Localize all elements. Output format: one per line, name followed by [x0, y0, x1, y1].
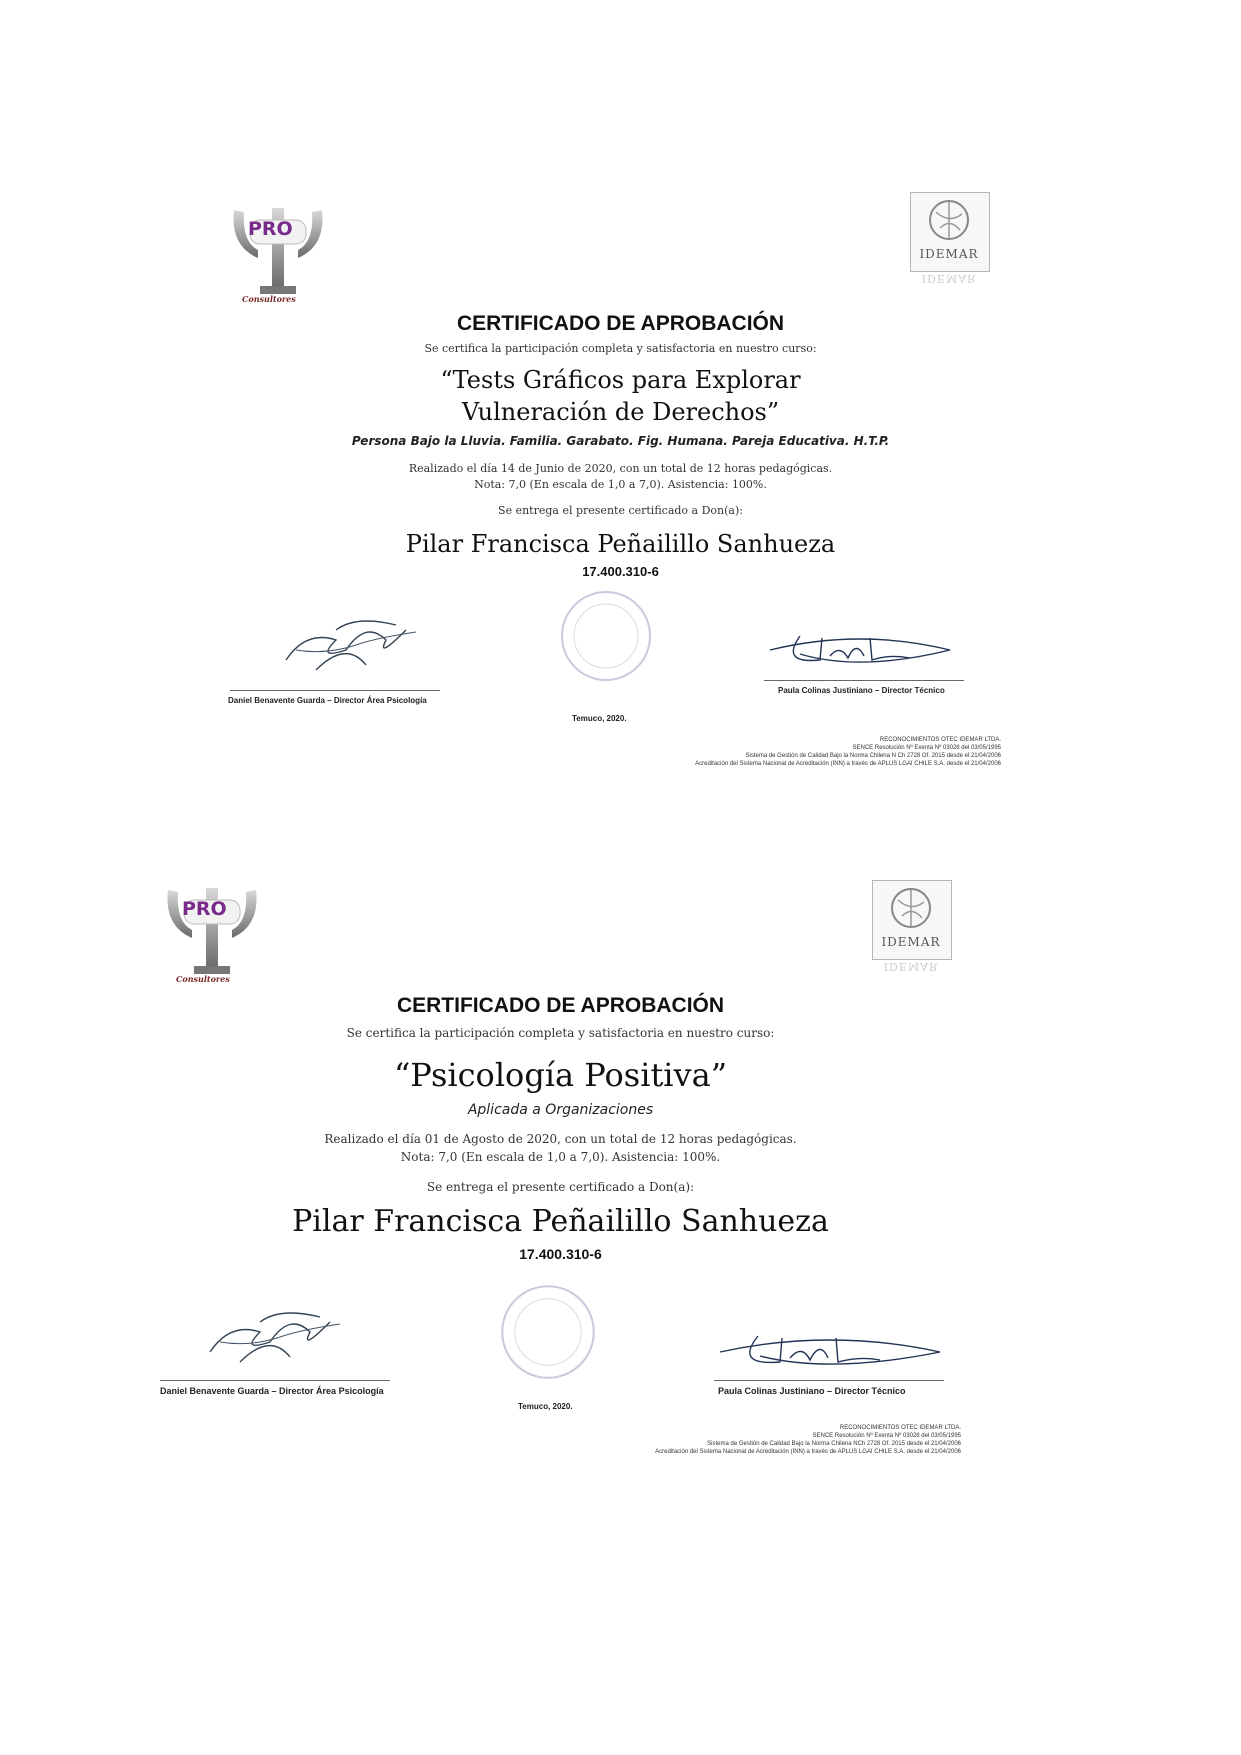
pro-logo-word: PRO: [182, 898, 227, 920]
idemar-logo: [910, 192, 988, 288]
stamp-seal: [556, 586, 656, 686]
accreditation-line: SENCE Resolución Nº Exenta Nº 03028 del 03/05/1995: [812, 1433, 961, 1439]
recipient-rut: 17.400.310-6: [519, 1246, 602, 1262]
pro-logo-word: PRO: [248, 218, 293, 240]
certificate-title: CERTIFICADO DE APROBACIÓN: [396, 994, 725, 1017]
recipient-rut: 17.400.310-6: [582, 564, 659, 579]
recipient-name: Pilar Francisca Peñailillo Sanhueza: [292, 1204, 829, 1239]
certificate-intro: Se certifica la participación completa y satisfactoria en nuestro curso:: [346, 1026, 775, 1040]
signer-left-label: Daniel Benavente Guarda – Director Área Psicología: [228, 696, 427, 705]
certificate-intro: Se certifica la participación completa y satisfactoria en nuestro curso:: [424, 342, 817, 355]
certificate-1: [0, 190, 1241, 810]
course-title-line1: “Tests Gráficos para Explorar: [440, 366, 801, 394]
place-date: Temuco, 2020.: [518, 1402, 573, 1411]
idemar-logo-reflection: IDEMAR: [921, 272, 977, 285]
certificate-title: CERTIFICADO DE APROBACIÓN: [456, 312, 785, 335]
accreditation-line: Sistema de Gestión de Calidad Bajo la Norma Chilena N Ch 2728 Of. 2015 desde el 21/04/2006: [745, 753, 1001, 759]
idemar-logo-word: IDEMAR: [881, 935, 941, 949]
accreditation-block: [695, 736, 1001, 768]
idemar-logo-reflection: IDEMAR: [883, 960, 939, 973]
accreditation-line: SENCE Resolución Nº Exenta Nº 03028 del 03/05/1995: [852, 745, 1001, 751]
idemar-globe-icon: [872, 880, 950, 936]
signature-right: [760, 624, 960, 674]
accreditation-line: Acreditación del Sistema Nacional de Acreditación (INN) a través de APLUS LGAI CHILE S.A. desde el 21/04/2006: [655, 1449, 961, 1455]
signer-left-label: Daniel Benavente Guarda – Director Área Psicología: [160, 1386, 384, 1396]
signature-right: [710, 1324, 950, 1378]
course-subtitle: Aplicada a Organizaciones: [467, 1102, 654, 1118]
accreditation-block: [655, 1424, 961, 1456]
course-detail-line1: Realizado el día 14 de Junio de 2020, con un total de 12 horas pedagógicas.: [408, 462, 833, 475]
signature-left: [200, 1302, 350, 1372]
course-subtitle: Persona Bajo la Lluvia. Familia. Garabato. Fig. Humana. Pareja Educativa. H.T.P.: [351, 434, 890, 448]
pro-logo-subtitle: Consultores: [242, 294, 296, 304]
accreditation-line: Acreditación del Sistema Nacional de Acreditación (INN) a través de APLUS LGAI CHILE S.A. desde el 21/04/2006: [695, 761, 1001, 767]
idemar-logo: [872, 880, 950, 976]
delivered-to-label: Se entrega el presente certificado a Don(a):: [498, 504, 743, 517]
signer-right-label: Paula Colinas Justiniano – Director Técnico: [778, 686, 945, 695]
signature-left: [276, 610, 426, 680]
idemar-logo-word: IDEMAR: [919, 247, 979, 261]
stamp-seal: [496, 1280, 600, 1384]
certificate-2: [0, 870, 1241, 1500]
pro-logo-subtitle: Consultores: [176, 974, 230, 984]
place-date: Temuco, 2020.: [572, 714, 627, 723]
course-detail-line2: Nota: 7,0 (En escala de 1,0 a 7,0). Asistencia: 100%.: [474, 478, 767, 491]
delivered-to-label: Se entrega el presente certificado a Don(a):: [426, 1180, 695, 1194]
idemar-globe-icon: [910, 192, 988, 248]
accreditation-line: RECONOCIMIENTOS OTEC IDEMAR LTDA.: [839, 1425, 961, 1431]
course-title-line2: Vulneración de Derechos”: [461, 398, 780, 426]
pro-consultores-logo: [162, 886, 262, 994]
course-title-line1: “Psicología Positiva”: [393, 1056, 728, 1094]
course-detail-line2: Nota: 7,0 (En escala de 1,0 a 7,0). Asistencia: 100%.: [400, 1150, 721, 1164]
course-detail-line1: Realizado el día 01 de Agosto de 2020, con un total de 12 horas pedagógicas.: [324, 1132, 797, 1146]
signer-right-label: Paula Colinas Justiniano – Director Técnico: [718, 1386, 906, 1396]
pro-consultores-logo: [228, 206, 328, 314]
accreditation-line: RECONOCIMIENTOS OTEC IDEMAR LTDA.: [879, 737, 1001, 743]
accreditation-line: Sistema de Gestión de Calidad Bajo la Norma Chilena NCh 2728 Of. 2015 desde el 21/04/2006: [707, 1441, 961, 1447]
recipient-name: Pilar Francisca Peñailillo Sanhueza: [405, 530, 836, 558]
